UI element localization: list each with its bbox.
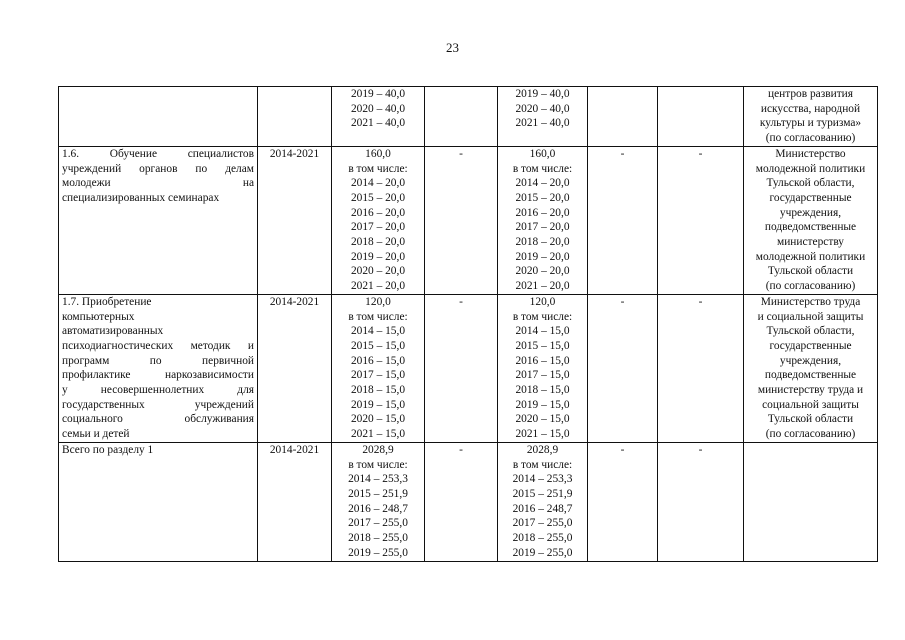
funding-value: 2019 – 20,0 bbox=[350, 250, 406, 263]
funding-value: 2014 – 15,0 bbox=[350, 325, 406, 338]
funding-value: в том числе: bbox=[512, 162, 573, 175]
funding-value: 2017 – 20,0 bbox=[350, 221, 406, 234]
extrabudgetary-cell bbox=[658, 87, 744, 147]
funding-value: 2015 – 15,0 bbox=[515, 339, 570, 352]
funding-value: 2014 – 253,3 bbox=[512, 473, 573, 486]
funding-value: 2021 – 20,0 bbox=[350, 280, 406, 293]
funding-value: 2028,9 bbox=[362, 443, 394, 456]
federal-budget-cell: - bbox=[425, 442, 498, 561]
funding-value: 2019 – 20,0 bbox=[515, 250, 570, 263]
regional-budget-cell bbox=[498, 87, 588, 147]
table-row bbox=[59, 87, 878, 147]
local-budget-cell: - bbox=[588, 294, 658, 442]
funding-value: в том числе: bbox=[348, 458, 408, 471]
activity-name-line: учреждений органов по делам bbox=[62, 162, 254, 175]
activity-name-line: молодежи на bbox=[62, 177, 254, 190]
funding-value: 2017 – 20,0 bbox=[515, 221, 570, 234]
funding-value: 2019 – 40,0 bbox=[350, 88, 406, 100]
funding-value: 2028,9 bbox=[526, 443, 559, 456]
executor-line: молодежной политики bbox=[755, 250, 866, 263]
activity-name-line: компьютерных bbox=[62, 310, 135, 323]
funding-value: 2020 – 40,0 bbox=[515, 102, 570, 115]
federal-budget-cell bbox=[425, 87, 498, 147]
executor-line: центров развития bbox=[767, 88, 854, 100]
period-cell: 2014-2021 bbox=[258, 146, 332, 294]
activity-name-line: автоматизированных bbox=[62, 325, 164, 338]
extrabudgetary-cell: - bbox=[658, 442, 744, 561]
page-number: 23 bbox=[446, 40, 459, 55]
executor-line: искусства, народной bbox=[760, 102, 861, 115]
period-cell bbox=[258, 87, 332, 147]
funding-value: 2016 – 20,0 bbox=[350, 206, 406, 219]
executor-line: Тульской области bbox=[767, 265, 854, 278]
funding-value: 2017 – 15,0 bbox=[350, 369, 406, 382]
funding-value: 120,0 bbox=[365, 295, 391, 308]
funding-value: 2016 – 15,0 bbox=[350, 354, 406, 367]
executor-line: Министерство bbox=[775, 147, 846, 160]
activity-name-cell bbox=[59, 294, 258, 442]
funding-value: 2019 – 255,0 bbox=[348, 546, 408, 559]
funding-value: в том числе: bbox=[348, 162, 408, 175]
total-funding-cell bbox=[332, 87, 425, 147]
period-cell: 2014-2021 bbox=[258, 442, 332, 561]
funding-value: 2020 – 15,0 bbox=[350, 413, 406, 426]
activity-name-line: социального обслуживания bbox=[62, 413, 254, 426]
funding-value: в том числе: bbox=[512, 310, 573, 323]
funding-value: 2015 – 15,0 bbox=[350, 339, 406, 352]
activity-name-line: программ по первичной bbox=[62, 354, 254, 367]
executor-line: молодежной политики bbox=[755, 162, 866, 175]
regional-budget-cell bbox=[498, 294, 588, 442]
activity-name-line: 1.7. Приобретение bbox=[62, 295, 152, 308]
activity-name-cell bbox=[59, 146, 258, 294]
funding-value: 2014 – 20,0 bbox=[350, 177, 406, 190]
total-funding-cell bbox=[332, 146, 425, 294]
regional-budget-cell bbox=[498, 442, 588, 561]
funding-value: 2014 – 20,0 bbox=[515, 177, 570, 190]
executor-line: (по согласованию) bbox=[765, 280, 856, 293]
funding-value: 2015 – 20,0 bbox=[350, 191, 406, 204]
funding-value: 2017 – 15,0 bbox=[515, 369, 570, 382]
executor-line: Тульской области, bbox=[766, 177, 855, 190]
funding-value: 2018 – 20,0 bbox=[350, 236, 406, 249]
funding-value: 2014 – 15,0 bbox=[515, 325, 570, 338]
funding-value: 2017 – 255,0 bbox=[512, 517, 573, 530]
activity-name-line: профилактике наркозависимости bbox=[62, 369, 254, 382]
funding-value: 2019 – 255,0 bbox=[512, 546, 573, 559]
funding-value: 2016 – 248,7 bbox=[512, 502, 573, 515]
executor-line: государственные bbox=[769, 339, 852, 352]
funding-value: 2021 – 15,0 bbox=[350, 428, 406, 441]
executor-line: учреждения, bbox=[779, 206, 842, 219]
table-row bbox=[59, 146, 878, 294]
executor-line: министерству труда и bbox=[757, 384, 864, 397]
executor-line: Тульской области bbox=[767, 413, 854, 426]
executor-cell bbox=[744, 442, 878, 561]
period-cell: 2014-2021 bbox=[258, 294, 332, 442]
table-row bbox=[59, 442, 878, 561]
executor-line: культуры и туризма» bbox=[759, 117, 862, 130]
activity-name-line: государственных учреждений bbox=[62, 398, 254, 411]
activity-name-line: психодиагностических методик и bbox=[62, 339, 254, 352]
extrabudgetary-cell: - bbox=[658, 294, 744, 442]
funding-value: 2018 – 15,0 bbox=[515, 384, 570, 397]
activity-name-line: у несовершеннолетних для bbox=[62, 384, 254, 397]
funding-value: 2018 – 255,0 bbox=[512, 532, 573, 545]
activity-name-line: семьи и детей bbox=[62, 428, 130, 441]
funding-value: в том числе: bbox=[348, 310, 408, 323]
activity-name-cell bbox=[59, 442, 258, 561]
funding-value: 2019 – 15,0 bbox=[350, 398, 406, 411]
funding-value: 2015 – 251,9 bbox=[512, 487, 573, 500]
extrabudgetary-cell: - bbox=[658, 146, 744, 294]
local-budget-cell bbox=[588, 87, 658, 147]
funding-value: 160,0 bbox=[529, 147, 556, 160]
executor-line: Тульской области, bbox=[766, 325, 855, 338]
funding-value: 2018 – 15,0 bbox=[350, 384, 406, 397]
funding-value: 2015 – 20,0 bbox=[515, 191, 570, 204]
funding-value: 2021 – 15,0 bbox=[515, 428, 570, 441]
funding-value: 2019 – 40,0 bbox=[515, 88, 570, 100]
funding-value: 2021 – 40,0 bbox=[515, 117, 570, 130]
funding-value: 2018 – 20,0 bbox=[515, 236, 570, 249]
executor-line: Министерство труда bbox=[760, 295, 861, 308]
executor-line: (по согласованию) bbox=[765, 132, 856, 145]
funding-value: 2016 – 15,0 bbox=[515, 354, 570, 367]
activity-name-cell bbox=[59, 87, 258, 147]
funding-value: 2015 – 251,9 bbox=[348, 487, 408, 500]
activity-name-line: специализированных семинарах bbox=[62, 191, 220, 204]
funding-value: 2021 – 20,0 bbox=[515, 280, 570, 293]
total-funding-cell bbox=[332, 442, 425, 561]
funding-value: 2020 – 40,0 bbox=[350, 102, 406, 115]
funding-value: 120,0 bbox=[529, 295, 556, 308]
funding-value: 2020 – 15,0 bbox=[515, 413, 570, 426]
executor-line: подведомственные bbox=[764, 369, 857, 382]
executor-cell bbox=[744, 87, 878, 147]
funding-value: 2020 – 20,0 bbox=[515, 265, 570, 278]
executor-line: и социальной защиты bbox=[757, 310, 864, 323]
federal-budget-cell: - bbox=[425, 294, 498, 442]
activity-name-line: Всего по разделу 1 bbox=[62, 443, 154, 456]
table-row bbox=[59, 294, 878, 442]
funding-value: 2014 – 253,3 bbox=[348, 473, 408, 486]
federal-budget-cell: - bbox=[425, 146, 498, 294]
executor-line: подведомственные bbox=[764, 221, 857, 234]
executor-line: (по согласованию) bbox=[765, 428, 856, 441]
funding-value: в том числе: bbox=[512, 458, 573, 471]
funding-value: 2016 – 248,7 bbox=[348, 502, 408, 515]
funding-value: 2018 – 255,0 bbox=[348, 532, 408, 545]
regional-budget-cell bbox=[498, 146, 588, 294]
funding-value: 160,0 bbox=[365, 147, 391, 160]
funding-value: 2016 – 20,0 bbox=[515, 206, 570, 219]
funding-value: 2021 – 40,0 bbox=[350, 117, 406, 130]
executor-cell bbox=[744, 146, 878, 294]
local-budget-cell: - bbox=[588, 146, 658, 294]
executor-line: учреждения, bbox=[779, 354, 842, 367]
funding-value: 2019 – 15,0 bbox=[515, 398, 570, 411]
total-funding-cell bbox=[332, 294, 425, 442]
executor-line: государственные bbox=[769, 191, 852, 204]
funding-value: 2017 – 255,0 bbox=[348, 517, 408, 530]
activity-name-line: 1.6. Обучение специалистов bbox=[62, 147, 254, 160]
local-budget-cell: - bbox=[588, 442, 658, 561]
funding-value: 2020 – 20,0 bbox=[350, 265, 406, 278]
executor-line: социальной защиты bbox=[762, 398, 859, 411]
executor-cell bbox=[744, 294, 878, 442]
program-activities-table bbox=[58, 86, 878, 562]
executor-line: министерству bbox=[777, 236, 844, 249]
